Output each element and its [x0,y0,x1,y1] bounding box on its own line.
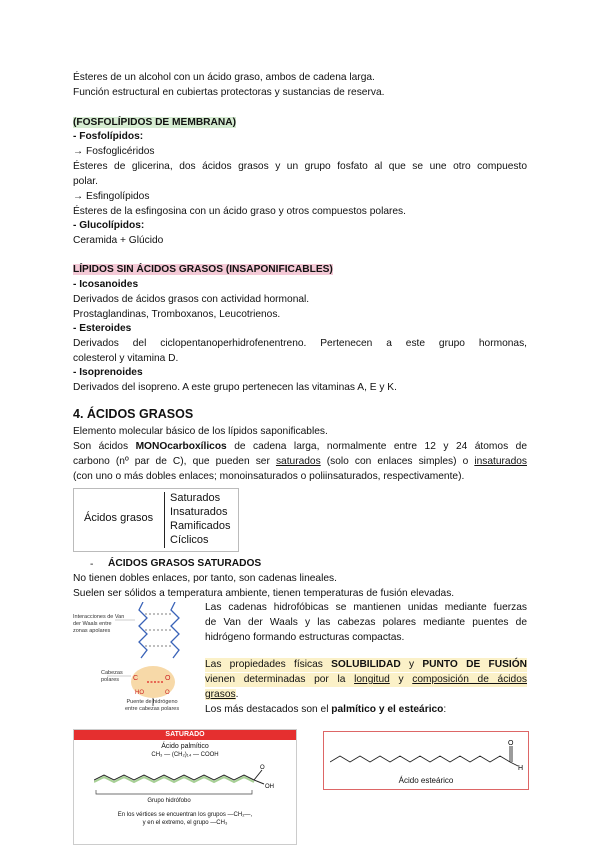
text-line: grasos. [205,689,239,700]
bullet: - [90,559,94,570]
box-item: Saturados [170,492,221,504]
vdw-diagram [73,602,203,714]
chain-right [171,602,179,658]
text-line: Ésteres de la esfingosina con un ácido graso y otros compuestos polares. [73,206,406,217]
text-line: Derivados de ácidos grasos con actividad hormonal. [73,294,310,305]
box-item: Insaturados [170,506,228,518]
text-line: polar. [73,176,98,187]
estearico-chain [330,738,526,774]
text-line: Las cadenas hidrofóbicas se mantienen unidas mediante fuerzas [205,602,527,613]
box-item: Cíclicos [170,534,209,546]
svg-text:O: O [508,740,514,747]
svg-text:O: O [165,690,170,696]
text-line: Derivados del ciclopentanoperhidrofenentreno. Pertenecen a este grupo hormonas, [73,338,527,349]
text-line: Los más destacados son el palmítico y el esteárico: [205,704,447,715]
text-line: de Van der Waals y las cabezas polares mediante puentes de [205,617,527,628]
box-item: Ramificados [170,520,231,532]
label-cabezas: Cabezas polares [101,670,123,683]
saturado-banner: SATURADO [74,730,296,740]
svg-text:O: O [165,675,171,682]
subsection-heading-saturados: ÁCIDOS GRASOS SATURADOS [108,558,262,569]
label-icosanoides: - Icosanoides [73,279,139,290]
box-items [170,491,231,547]
label-glucolipidos: - Glucolípidos: [73,220,145,231]
label-vdw: Interacciones de Van der Waals entre zonas apolares [73,614,125,634]
text-line: Derivados del isopreno. A este grupo pertenecen las vitaminas A, E y K. [73,382,397,393]
section-heading-insaponificables: LÍPIDOS SIN ÁCIDOS GRASOS (INSAPONIFICABLES) [73,264,333,275]
text-line: Prostaglandinas, Tromboxanos, Leucotrienos. [73,309,281,320]
text-line: Suelen ser sólidos a temperatura ambiente, tienen temperaturas de fusión elevadas. [73,588,455,599]
section-heading-fosfolipidos: (FOSFOLÍPIDOS DE MEMBRANA) [73,117,236,128]
text-line: Ésteres de glicerina, dos ácidos grasos y un grupo fosfato al que se une otro compuesto [73,161,527,172]
text-line: vienen determinadas por la longitud y composición de ácidos [205,673,527,687]
grupo-hidrofobo-label: Grupo hidrófobo [147,798,191,804]
palmitico-note: En los vértices se encuentran los grupos —CH₂—, y en el extremo, el grupo —CH₃ [117,812,253,826]
text-line: → Fosfoglicéridos [73,146,155,157]
palmitico-chain [94,760,284,800]
text-line: Las propiedades físicas SOLUBILIDAD y PUNTO DE FUSIÓN [205,658,527,672]
section-heading-acidos-grasos: 4. ÁCIDOS GRASOS [73,407,194,421]
estearico-figure [323,731,529,790]
text-line: → Esfingolípidos [73,191,150,202]
text-line: Son ácidos MONOcarboxílicos de cadena larga, normalmente entre 12 y 24 átomos de [73,441,527,452]
label-isoprenoides: - Isoprenoides [73,367,143,378]
svg-text:OH: OH [265,784,274,790]
palmitico-figure [73,729,297,845]
svg-text:HO: HO [135,690,144,696]
svg-text:H: H [518,765,524,772]
text-line: Ésteres de un alcohol con un ácido graso, ambos de cadena larga. [73,72,375,83]
text-line: carbono (nº par de C), que pueden ser saturados (solo con enlaces simples) o insaturados [73,456,527,467]
brace-line [164,492,165,548]
svg-text:O: O [260,765,265,771]
text-line: Elemento molecular básico de los lípidos saponificables. [73,426,328,437]
classification-box [73,488,239,552]
label-puente: Puente de hidrógeno entre cabezas polares [125,699,180,712]
label-fosfolipidos: - Fosfolípidos: [73,131,144,142]
estearico-name: Ácido esteárico [398,776,454,785]
text-line: hidrógeno formando estructuras compactas. [205,632,405,643]
svg-text:C: C [133,675,139,682]
text-line: Función estructural en cubiertas protectoras y sustancias de reserva. [73,87,385,98]
palmitico-formula: CH₃ — (CH₂)₁₄ — COOH [151,752,219,758]
label-esteroides: - Esteroides [73,323,132,334]
text-line: Ceramida + Glúcido [73,235,164,246]
text-line: No tienen dobles enlaces, por tanto, son cadenas lineales. [73,573,337,584]
text-line: colesterol y vitamina D. [73,353,179,364]
palmitico-name: Ácido palmítico [161,743,209,750]
box-label: Ácidos grasos [84,512,154,524]
text-line: (con uno o más dobles enlaces; monoinsaturados o poliinsaturados, respectivamente). [73,471,465,482]
